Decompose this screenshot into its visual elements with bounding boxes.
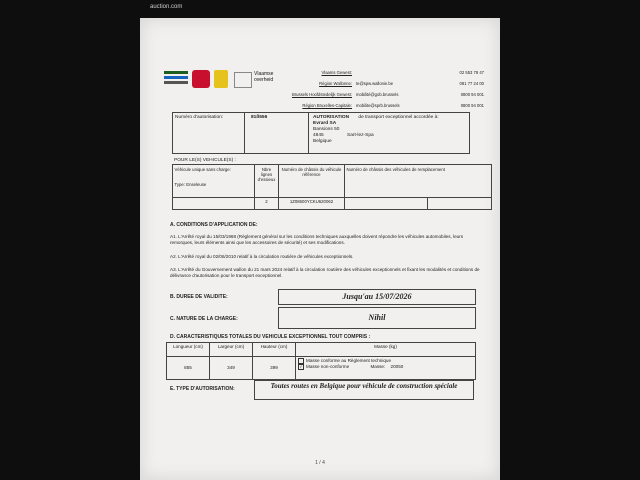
contact-row: Vlaams Gewest: 02 553 78 47 [321, 70, 484, 75]
table-cell [345, 197, 428, 209]
length-value: 855 [167, 356, 210, 379]
width-label: Largeur (cm) [210, 343, 253, 357]
logo-strip [164, 68, 286, 90]
address-city: Sart-lez-Spa [347, 133, 374, 138]
validity-label: B. DUREE DE VALIDITE: [170, 294, 228, 300]
chassis-header: Numéro de châssis du véhicule référence [279, 165, 345, 198]
wallonia-logo [192, 70, 210, 88]
condition-a3: A3. L'Arrêté du Gouvernement wallon du 21 mars 2024 relatif à la circulation routière des véhicules exceptionnels et fixant les modalités et conditions de délivrance d'autorisation pour le transport exceptionnel. [170, 267, 480, 278]
brussels-logo [214, 70, 228, 88]
width-value: 349 [210, 356, 253, 379]
table-row [173, 197, 492, 209]
table-cell [428, 197, 492, 209]
contact-row: Région Wallonne: te@spw.wallonie.be 081 77 24 00 [319, 81, 484, 86]
validity-value: Jusqu'au 15/07/2026 [278, 289, 476, 305]
chassis-value: 1Z08600YCKU620062 [279, 197, 345, 209]
page-number: 1 / 4 [315, 460, 325, 466]
condition-a2: A2. L'Arrêté royal du 02/06/2010 relatif à la circulation routière de véhicules exceptionnels. [170, 254, 354, 259]
flanders-logo-text: Vlaamse overheid [254, 71, 274, 83]
company-name: Evrard SA [313, 121, 337, 126]
checkbox[interactable] [298, 358, 304, 364]
checkbox-checked[interactable]: ✓ [299, 363, 303, 369]
replacement-header: Numéro de châssis des véhicules de remplacement [345, 165, 492, 198]
contact-row: Région Bruxelles-Capitale: mobilite@sprb.brussels 0800 94 001 [302, 103, 484, 108]
axles-value: 2 [255, 197, 279, 209]
authorization-number: 81ß556 [245, 113, 309, 153]
authorization-type-value: Toutes routes en Belgique pour véhicule de construction spéciale [254, 380, 474, 400]
table-row [173, 165, 492, 198]
condition-a1: A1. L'Arrêté royal du 15/03/1968 (Règlement général sur les conditions techniques auxquelles doivent répondre les véhicules automobiles, leurs remorques, leurs éléments ainsi que les accessoires de sécurité) et ses modifications. [170, 234, 464, 245]
address-country: Belgique [313, 139, 332, 144]
address-postcode: 4845 [313, 133, 324, 138]
authorization-recipient [309, 113, 469, 153]
mass-nonconform-option: ✓ Masse non-conforme Masse: 20050 [299, 363, 404, 370]
height-label: Hauteur (cm) [253, 343, 296, 357]
authorization-title: AUTORISATION [313, 115, 350, 120]
watermark-text: auction.com [150, 4, 183, 10]
authorization-type-label: E. TYPE D'AUTORISATION: [170, 386, 235, 392]
table-row [167, 356, 476, 379]
contacts-block [286, 64, 490, 108]
conditions-title: A. CONDITIONS D'APPLICATION DE: [170, 222, 258, 228]
load-value: Nihil [278, 307, 476, 329]
height-value: 399 [253, 356, 296, 379]
contact-row: Brussels Hoofdstedelijk Gewest: mobilité@gob.brussels 0800 94 001 [291, 92, 484, 97]
mass-label: Masse (kg) [296, 343, 476, 357]
address-street: Bansions 50 [313, 127, 340, 132]
table-cell [173, 197, 255, 209]
authorization-number-label: Numéro d'autorisation: [173, 113, 245, 153]
vehicles-title: POUR LE(S) VEHICULE(S) : [174, 158, 236, 163]
axles-header: Nbre lignes d'essieux [255, 165, 279, 198]
vehicles-table [172, 164, 492, 210]
federal-logo [164, 71, 188, 87]
mass-options [296, 356, 476, 379]
mass-value: 20050 [390, 364, 404, 370]
document-page [140, 18, 500, 480]
characteristics-title: D. CARACTERISTIQUES TOTALES DU VEHICULE EXCEPTIONNEL TOUT COMPRIS : [170, 334, 371, 340]
mass-conform-option: Masse conforme au Règlement technique [298, 358, 473, 364]
table-row [167, 343, 476, 357]
vehicle-cell: Véhicule unique sans charge: Type: Enseleuse [173, 165, 255, 198]
emblem-logo [234, 72, 252, 88]
authorization-title-suffix: de transport exceptionnel accordée à: [358, 115, 439, 120]
load-label: C. NATURE DE LA CHARGE: [170, 316, 238, 322]
length-label: Longueur (cm) [167, 343, 210, 357]
characteristics-table [166, 342, 476, 380]
authorization-header [172, 112, 470, 154]
